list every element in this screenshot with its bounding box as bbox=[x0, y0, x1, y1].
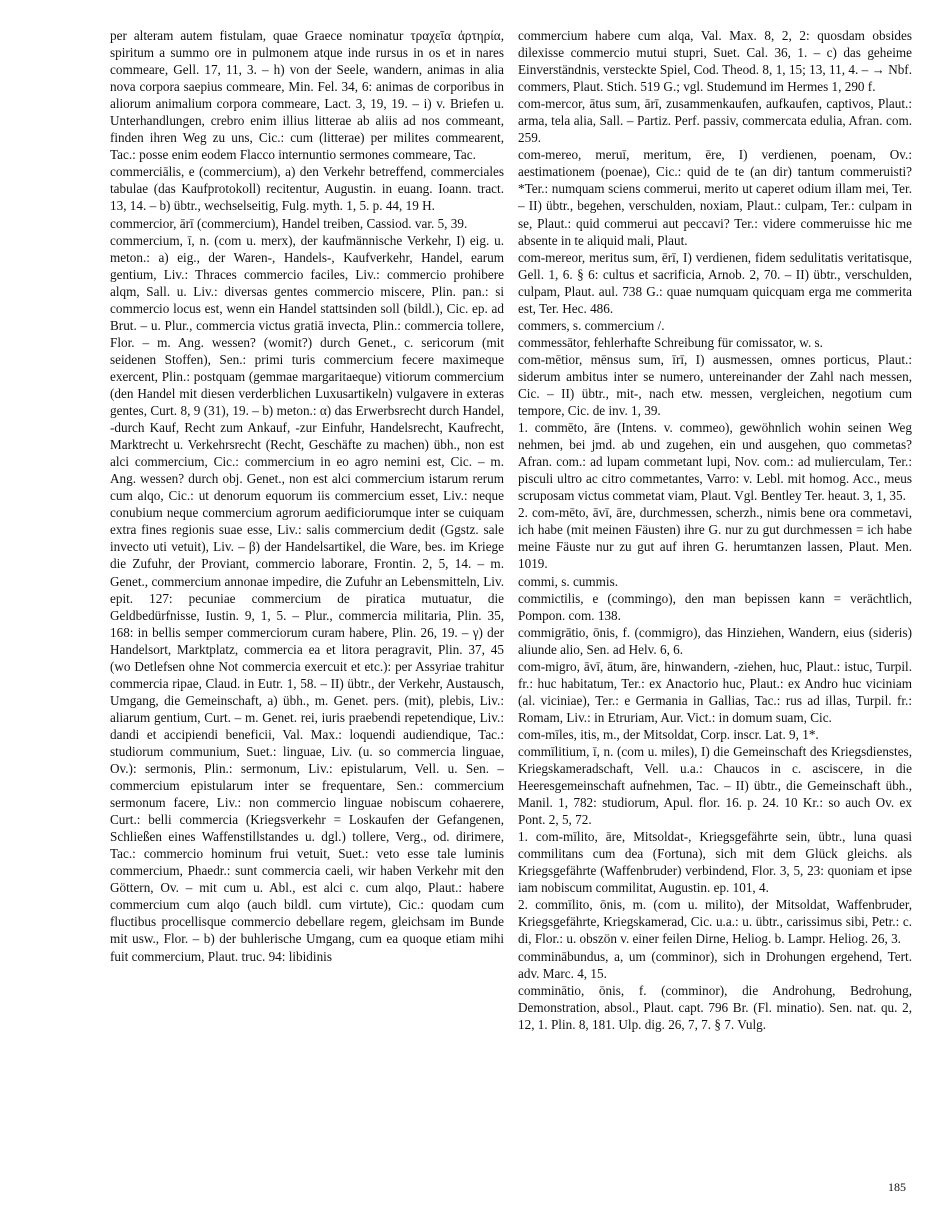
page-number: 185 bbox=[888, 1180, 906, 1194]
entry-commilitium: commīlitium, ī, n. (com u. miles), I) die Gemeinschaft des Kriegsdienstes, Kriegskameradschaft, Vell. u.a.: Chaucos in c. asciscere, in die Heeresgemeinschaft aufnehmen, Tac. – II) übtr., die Gemeinschaft übh., Manil. 1, 782: studiorum, Apul. flor. 16. p. 24. 10 Kr.: so auch Ov. ex Pont. 2, 5, 72. bbox=[518, 743, 912, 828]
entry-commercium: commercium, ī, n. (com u. merx), der kaufmännische Verkehr, I) eig. u. meton.: a) eig., der Waren-, Handels-, Kaufverkehr, Handel, earum gentium, Liv.: Thraces commercio faciles, Liv.: commercio prohibere alqm, Sall. u. Liv.: diversas gentes commercio miscere, Plin. pan.: si commercio locus est, wenn ein Handel stattsinden soll (bildl.), Cic. ep. ad Brut. – u. Plur., commercia victus gratiā invecta, Plin.: commercia tollere, Flor. – m. Ang. wessen? (womit?) durch Genet., c. sericorum (mit seidenen Stoffen), Sen.: primi turis commercium fecere maximeque exercent, Plin.: postquam (gemmae margaritaeque) vitiorum commercium (den Handel mit diesen verderblichen Luxusartikeln) vulgavere in exteras gentes, Curt. 8, 9 (31), 19. – b) meton.: α) das Erwerbsrecht durch Handel, -durch Kauf, Recht zum Ankauf, -zur Einfuhr, Handelsrecht, Kaufrecht, Marktrecht u. Verkehrsrecht (Recht, Geschäfte zu machen) übh., non est alci commercium, Cic.: commercium in eo agro nemini est, Cic. – m. Ang. wessen? durch obj. Genet., non est alci commercium istarum rerum cum alqo, Cic.: ut denorum equorum iis commercium esset, Liv.: neque conubium neque commercium agrorum aedificiorumque inter se cuiquam extra fines regionis suae esse, Liv.: salis commercium dedit (Ggstz. sale invecto uti vetuit), Liv. – β) der Handelsartikel, die Ware, bes. im Kriege die Zufuhr, der Proviant, commercio laborare, Frontin. 2, 5, 14. – m. Genet., commercium annonae impedire, die Zufuhr an Lebensmitteln, Liv. epit. 127: pecuniae commercium de piratica mutuatur, die Geldbedürfnisse, Iustin. 9, 1, 5. – Plur., commercia militaria, Plin. 35, 168: in bellis semper commerciorum curam habere, Plin. 26, 19. – γ) der Handelsort, Marktplatz, commercia ea et litora peragravit, Plin. 37, 45 (wo Detlefsen ohne Not commercia exercuit et etc.): per Assyriae trahitur commercia ripae, Claud. in Eutr. 1, 58. – II) übtr., der Verkehr, Austausch, Umgang, die Gemeinschaft, a) übh., m. Genet. pers. (mit), plebis, Liv.: aliarum gentium, Curt. – m. Genet. rei, iuris praebendi repetendique, Liv.: dandi et accipiendi beneficii, Val. Max.: loquendi audiendique, Tac.: studiorum communium, Suet.: linguae, Liv. (u. so commercia linguae, Ov.): sermonis, Plin.: sermonum, Liv.: epistularum, Vell. u. Sen. – commercium epistularum inter se frequentare, Sen.: commercium sermonum facere, Liv.: non commercio linguae nobiscum cohaerere, Curt.: belli commercia (Kriegsverkehr = Loskaufen der Gefangenen, Schließen eines Waffenstillstandes u. dgl.) tollere, Verg., od. dirimere, Tac.: commercio hominum frui vetuit, Suet.: veto esse tale luminis commercium, Phaedr.: sunt commercia caeli, wir haben Verkehr mit den Göttern, Ov. – mit cum u. Abl., est alci c. cum alqo, Plaut.: habere commercium cum alqo (auch bildl. cum virtute), Cic.: quodam cum fluctibus procellisque commercio debellare regem, gleichsam im Bunde mit usw., Flor. – b) der buhlerische Umgang, cum ea quoque etiam mihi fuit commercium, Plaut. truc. 94: libidinis bbox=[110, 232, 504, 964]
entry-comminatio: comminātio, ōnis, f. (comminor), die Androhung, Bedrohung, Demonstration, absol., Plaut. capt. 796 Br. (Fl. minatio). Sen. nat. qu. 2, 12, 1. Plin. 8, 181. Ulp. dig. 26, 7, 7. § 7. Vulg. bbox=[518, 982, 912, 1032]
entry-commereo: com-mereo, meruī, meritum, ēre, I) verdienen, poenam, Ov.: aestimationem (poenae), Cic.: quid de te (an dir) tantum commeruisti? *Ter.: numquam sciens commerui, merito ut caperet odium illam mei, Ter. – II) übtr., begehen, verschulden, noxiam, Plaut.: culpam, Ter.: culpam in se, Plaut.: quid commerui aut peccavi? Ter.: videre commeruisse hic me absente in te aliquid mali, Plaut. bbox=[518, 147, 912, 248]
entry-commessator: commessātor, fehlerhafte Schreibung für comissator, w. s. bbox=[518, 334, 823, 350]
right-column bbox=[518, 27, 912, 1177]
entry-commilito-1: 1. com-mīlito, āre, Mitsoldat-, Kriegsgefährte sein, übtr., luna quasi commilitans cum dea (Fortuna), sich mit dem Glück gleichs. als Kriegsgefährte (Waffenbruder) verbindend, Flor. 3, 5, 23: quoniam et ipse iam nobiscum commilitat, Augustin. ep. 101, 4. bbox=[518, 829, 912, 896]
entry-commercior: commercior, ārī (commercium), Handel treiben, Cassiod. var. 5, 39. bbox=[110, 215, 468, 231]
entry-commeare-continued: per alteram autem fistulam, quae Graece nominatur τραχεῖα ἀρτηρία, spiritum a summo ore in pulmonem atque inde rursus in os et in nares commeare, Gell. 17, 11, 3. – h) von der Seele, wandern, animas in alia nova corpora saepius commeare, Min. Fel. 34, 6: animas de corporibus in aliorum animalium corpora commeare, Lact. 3, 19, 19. – i) v. Briefen u. Unterhandlungen, crebro enim illius litterae ab aliis ad nos commeant, finden ihren Weg zu uns, Cic.: cum (litterae) per milites commearent, Tac.: posse enim eodem Flacco internuntio sermones commeare, Tac. bbox=[110, 28, 504, 163]
entry-commereor: com-mereor, meritus sum, ērī, I) verdienen, fidem sedulitatis veritatisque, Gell. 1, 6. § 6: cultus et sacrificia, Arnob. 2, 70. – II) übtr., verschulden, culpam, Plaut. aul. 738 G.: quae numquam quicquam erga me commerita est, Ter. Hec. 486. bbox=[518, 249, 912, 316]
entry-comminabundus: comminābundus, a, um (comminor), sich in Drohungen ergehend, Tert. adv. Marc. 4, 15. bbox=[518, 948, 912, 981]
entry-commers: commers, s. commercium /. bbox=[518, 317, 665, 333]
entry-commi: commi, s. cummis. bbox=[518, 573, 619, 589]
entry-commercium-continued: commercium habere cum alqa, Val. Max. 8, 2, 2: quosdam obsides dilexisse commercio mutui stupri, Suet. Cal. 36, 1. – c) das geheime Einverständnis, versteckte Spiel, Cod. Theod. 8, 1, 15; 13, 11, 4. – → Nbf. commers, Plaut. Stich. 519 G.; vgl. Studemund im Hermes 1, 290 f. bbox=[518, 28, 912, 95]
entry-commercialis: commerciālis, e (commercium), a) den Verkehr betreffend, commerciales tabulae (das Kaufprotokoll) recitentur, Augustin. in euang. Ioann. tract. 13, 14. – b) übtr., wechselseitig, Fulg. myth. 1, 5. p. 44, 19 H. bbox=[110, 164, 504, 214]
left-column bbox=[110, 27, 504, 1177]
entry-commilito-2: 2. commīlito, ōnis, m. (com u. milito), der Mitsoldat, Waffenbruder, Kriegsgefährte, Kriegskamerad, Cic. u.a.: u. übtr., carissimus sibi, Petr.: c. di, Flor.: u. obszön v. einer feilen Dirne, Heliog. b. Lampr. Heliog. 26, 3. bbox=[518, 897, 912, 947]
entry-commetior: com-mētior, mēnsus sum, īrī, I) ausmessen, omnes porticus, Plaut.: siderum ambitus inter se numero, untereinander der Zahl nach messen, Cic. – II) übtr., mit-, nach etw. messen, vergleichen, negotium cum tempore, Cic. de inv. 1, 39. bbox=[518, 351, 912, 419]
entry-commiles: com-mīles, itis, m., der Mitsoldat, Corp. inscr. Lat. 9, 1*. bbox=[518, 726, 819, 742]
entry-commigro: com-migro, āvī, ātum, āre, hinwandern, -ziehen, huc, Plaut.: istuc, Turpil. fr.: huc habitatum, Ter.: ex Anactorio huc, Plaut.: ex Andro huc viciniam (al. viciniae), Ter.: e Germania in Gallias, Tac.: rus ad illas, Turpil. fr.: Romam, Liv.: in Etruriam, Aur. Vict.: in domum suam, Cic. bbox=[518, 658, 912, 725]
entry-commercor: com-mercor, ātus sum, ārī, zusammenkaufen, aufkaufen, captivos, Plaut.: arma, tela alia, Sall. – Partiz. Perf. passiv, commercata edulia, Afran. com. 259. bbox=[518, 96, 912, 146]
entry-commeto-1: 1. commēto, āre (Intens. v. commeo), gewöhnlich wohin seinen Weg nehmen, bei jmd. ab und zugehen, ein und ausgehen, quo commetas? Afran. com.: ad lupam commetant lupi, Nov. com.: ad mulierculam, Ter.: pisculi ultro ac citro commetantes, Varro: v. Lebl. mit homog. Acc., meus scruposam victus commetat viam, Plaut. Vgl. Bentley Ter. heaut. 3, 1, 35. bbox=[518, 420, 912, 504]
entry-commigratio: commigrātio, ōnis, f. (commigro), das Hinziehen, Wandern, eius (sideris) aliunde alio, Sen. ad Helv. 6, 6. bbox=[518, 624, 912, 657]
entry-commictilis: commictilis, e (commingo), den man bepissen kann = verächtlich, Pompon. com. 138. bbox=[518, 590, 912, 623]
entry-commeto-2: 2. com-mēto, āvī, āre, durchmessen, scherzh., nimis bene ora commetavi, ich habe (mit meinen Fäusten) ihre G. nur zu gut durchmessen = ich habe meine Fäuste nur zu gut auf ihren G. herumtanzen lassen, Plaut. Men. 1019. bbox=[518, 505, 912, 572]
